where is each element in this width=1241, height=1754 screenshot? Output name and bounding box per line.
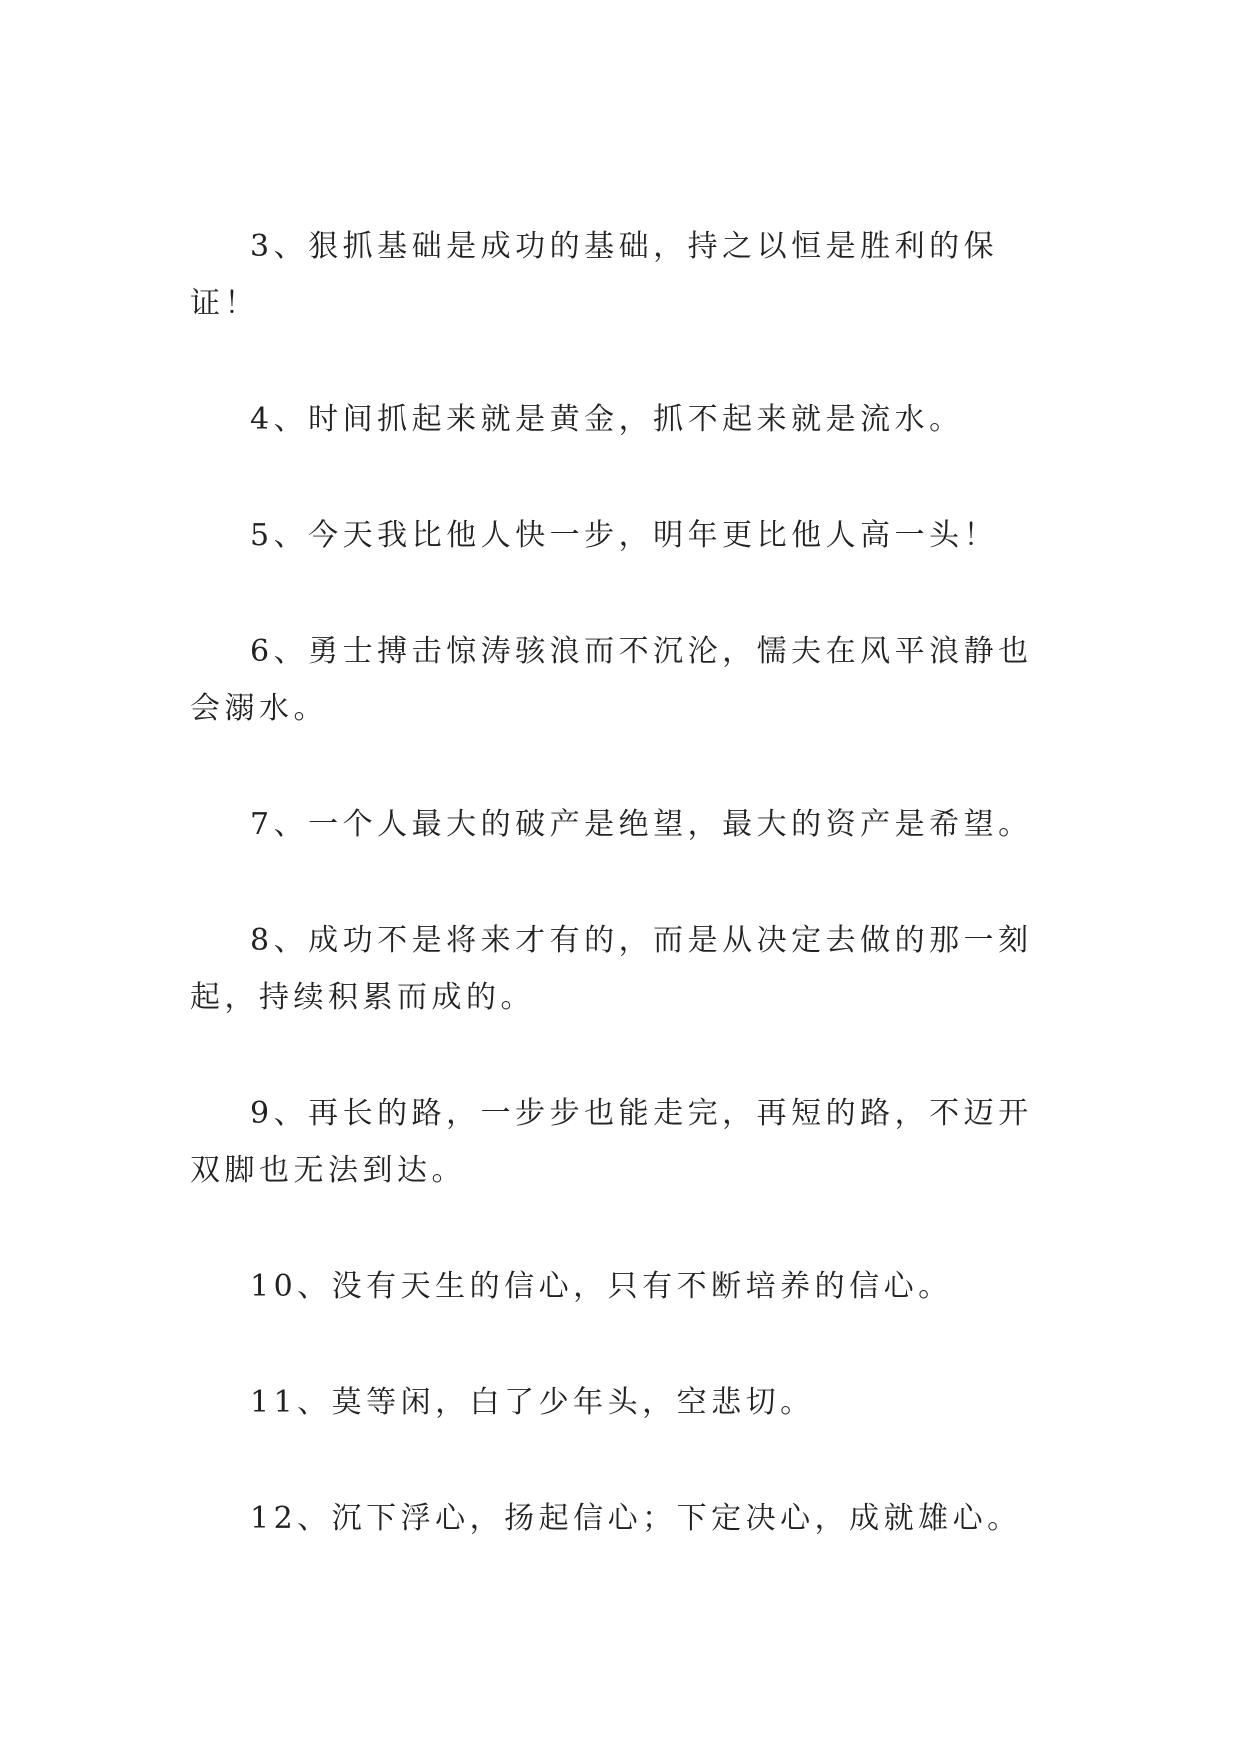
paragraph-3: 3、狠抓基础是成功的基础，持之以恒是胜利的保证！ bbox=[190, 229, 999, 321]
paragraph-9: 9、再长的路，一步步也能走完，再短的路，不迈开双脚也无法到达。 bbox=[190, 1096, 1033, 1188]
paragraph-8: 8、成功不是将来才有的，而是从决定去做的那一刻起，持续积累而成的。 bbox=[190, 923, 1033, 1015]
paragraph-10: 10、没有天生的信心，只有不断培养的信心。 bbox=[250, 1269, 953, 1304]
paragraph-11: 11、莫等闲，白了少年头，空悲切。 bbox=[250, 1385, 815, 1420]
paragraph-7: 7、一个人最大的破产是绝望，最大的资产是希望。 bbox=[250, 807, 1033, 842]
paragraph-6: 6、勇士搏击惊涛骇浪而不沉沦，懦夫在风平浪静也会溺水。 bbox=[190, 634, 1033, 726]
document-body bbox=[190, 218, 1058, 1547]
paragraph-5: 5、今天我比他人快一步，明年更比他人高一头！ bbox=[250, 518, 999, 553]
paragraph-12: 12、沉下浮心，扬起信心；下定决心，成就雄心。 bbox=[250, 1501, 1022, 1536]
paragraph-4: 4、时间抓起来就是黄金，抓不起来就是流水。 bbox=[250, 402, 964, 437]
